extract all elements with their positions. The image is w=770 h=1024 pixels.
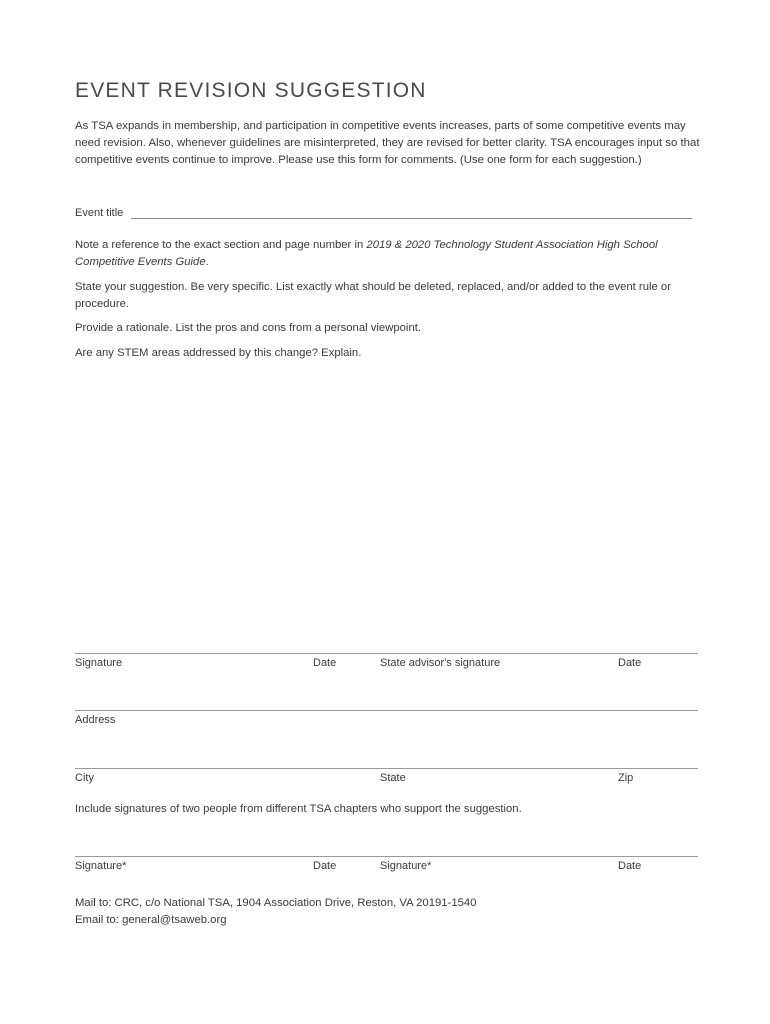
city-label: City bbox=[75, 772, 94, 784]
reference-prefix: Note a reference to the exact section and page number in bbox=[75, 239, 367, 251]
supporters-note: Include signatures of two people from different TSA chapters who support the suggestion. bbox=[75, 803, 522, 815]
event-title-label: Event title bbox=[75, 207, 124, 219]
advisor-date-label: Date bbox=[618, 657, 642, 669]
form-title: EVENT REVISION SUGGESTION bbox=[75, 79, 427, 102]
signature-line[interactable] bbox=[75, 653, 698, 654]
address-label: Address bbox=[75, 714, 116, 726]
supporter-date-1-label: Date bbox=[313, 860, 337, 872]
supporter-signature-2-label: Signature* bbox=[380, 860, 432, 872]
city-line[interactable] bbox=[75, 768, 698, 769]
event-title-input-line[interactable] bbox=[131, 218, 692, 219]
suggestion-prompt: State your suggestion. Be very specific. List exactly what should be deleted, replaced, and/or added to the event rule or procedure. bbox=[75, 281, 671, 310]
advisor-signature-label: State advisor's signature bbox=[380, 657, 501, 669]
signature-date-label: Date bbox=[313, 657, 337, 669]
zip-label: Zip bbox=[618, 772, 634, 784]
supporter-signature-1-label: Signature* bbox=[75, 860, 127, 872]
intro-paragraph: As TSA expands in membership, and participation in competitive events increases, parts of some competitive events may need revision. Also, whenever guidelines are misinterpreted, they are revised for better clarity. TSA encourages input so that competitive events continue to improve. Please use this form for comments. (Use one form for each suggestion.) bbox=[75, 120, 700, 166]
reference-suffix: . bbox=[205, 256, 209, 268]
stem-prompt: Are any STEM areas addressed by this change? Explain. bbox=[75, 347, 362, 359]
reference-prompt bbox=[75, 237, 700, 271]
address-line[interactable] bbox=[75, 710, 698, 711]
guide-title: 2019 & 2020 Technology Student Association High School Competitive Events Guide bbox=[75, 239, 658, 268]
supporter-signature-line[interactable] bbox=[75, 856, 698, 857]
rationale-prompt: Provide a rationale. List the pros and cons from a personal viewpoint. bbox=[75, 322, 422, 334]
email-to-address: Email to: general@tsaweb.org bbox=[75, 914, 227, 926]
state-label: State bbox=[380, 772, 406, 784]
mail-to-address: Mail to: CRC, c/o National TSA, 1904 Association Drive, Reston, VA 20191-1540 bbox=[75, 897, 477, 909]
supporter-date-2-label: Date bbox=[618, 860, 642, 872]
signature-label: Signature bbox=[75, 657, 123, 669]
